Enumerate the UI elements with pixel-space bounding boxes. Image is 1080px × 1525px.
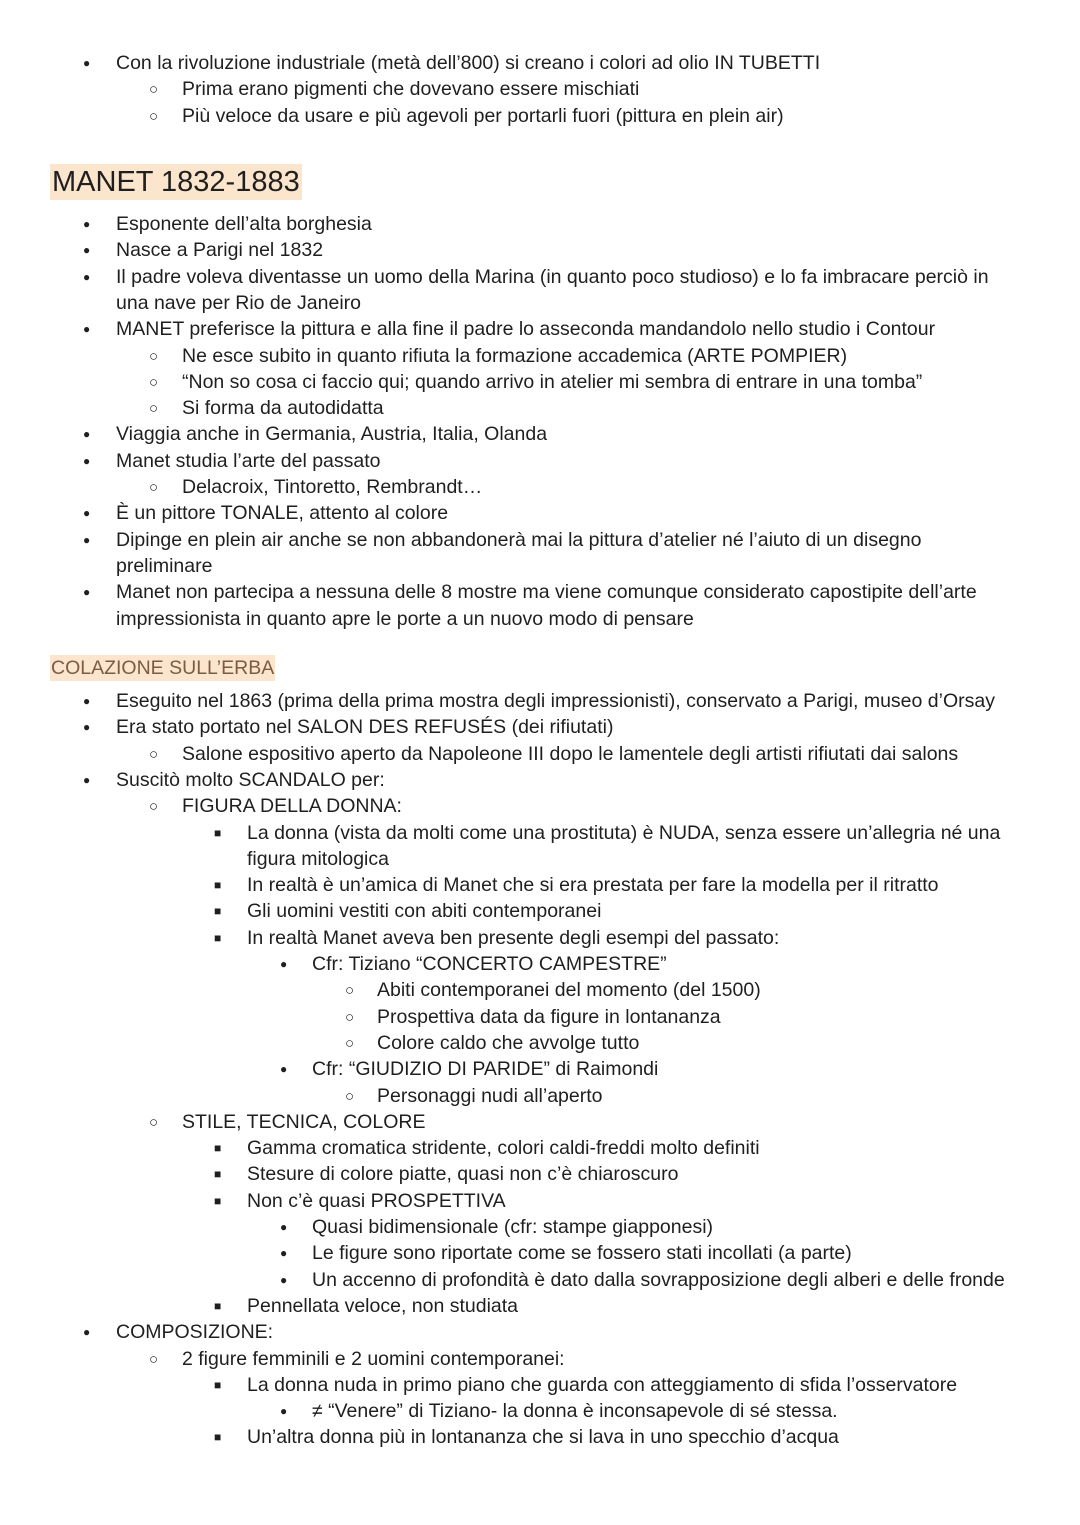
bullet-marker: [149, 76, 158, 104]
list-item-continuation: preliminare: [116, 554, 213, 577]
bullet-marker: [214, 872, 221, 900]
list-item: Manet non partecipa a nessuna delle 8 mostre ma viene comunque considerato capostipite dell’arte: [116, 581, 977, 604]
list-item-continuation: una nave per Rio de Janeiro: [116, 291, 361, 314]
list-item: Dipinge en plein air anche se non abbandonerà mai la pittura d’atelier né l’aiuto di un disegno: [116, 528, 922, 551]
bullet-marker: [214, 1372, 221, 1400]
bullet-marker: [149, 369, 158, 397]
bullet-marker: [83, 500, 90, 528]
list-item: In realtà Manet aveva ben presente degli esempi del passato:: [247, 926, 780, 949]
list-item: Le figure sono riportate come se fossero stati incollati (a parte): [312, 1242, 852, 1265]
list-item: In realtà è un’amica di Manet che si era prestata per fare la modella per il ritratto: [247, 874, 939, 897]
list-item: Stesure di colore piatte, quasi non c’è chiaroscuro: [247, 1163, 679, 1186]
list-item: Un’altra donna più in lontananza che si lava in uno specchio d’acqua: [247, 1426, 839, 1449]
bullet-marker: [345, 1030, 354, 1058]
list-item: Con la rivoluzione industriale (metà dell’800) si creano i colori ad olio IN TUBETTI: [116, 52, 821, 74]
list-item: Prima erano pigmenti che dovevano essere mischiati: [182, 78, 640, 101]
list-item: FIGURA DELLA DONNA:: [182, 795, 402, 818]
bullet-marker: [280, 1240, 287, 1268]
list-item: ≠ “Venere” di Tiziano- la donna è inconsapevole di sé stessa.: [312, 1400, 838, 1423]
bullet-marker: [149, 103, 158, 131]
bullet-marker: [149, 1109, 158, 1137]
bullet-marker: [83, 448, 90, 476]
list-item-continuation: figura mitologica: [247, 847, 389, 870]
bullet-marker: [280, 951, 287, 979]
list-item: Non c’è quasi PROSPETTIVA: [247, 1189, 506, 1212]
list-item: MANET preferisce la pittura e alla fine il padre lo asseconda mandandolo nello studio i Contour: [116, 318, 936, 341]
bullet-marker: [83, 211, 90, 239]
list-item: Delacroix, Tintoretto, Rembrandt…: [182, 476, 483, 498]
bullet-marker: [149, 741, 158, 769]
bullet-marker: [149, 1346, 158, 1374]
list-item: STILE, TECNICA, COLORE: [182, 1110, 426, 1133]
bullet-marker: [149, 793, 158, 821]
bullet-marker: [214, 925, 221, 953]
list-item: Nasce a Parigi nel 1832: [116, 239, 324, 262]
bullet-marker: [214, 1424, 221, 1452]
bullet-marker: [83, 579, 90, 607]
bullet-marker: [214, 1188, 221, 1216]
list-item: Cfr: Tiziano “CONCERTO CAMPESTRE”: [312, 953, 667, 975]
list-item: Pennellata veloce, non studiata: [247, 1294, 519, 1317]
bullet-marker: [83, 767, 90, 795]
list-item: Gamma cromatica stridente, colori caldi-freddi molto definiti: [247, 1137, 760, 1160]
list-item: La donna (vista da molti come una prostituta) è NUDA, senza essere un’allegria né una: [247, 821, 1001, 844]
list-item: Suscitò molto SCANDALO per:: [116, 768, 385, 791]
bullet-marker: [83, 688, 90, 716]
bullet-marker: [345, 977, 354, 1005]
list-item: Ne esce subito in quanto rifiuta la formazione accademica (ARTE POMPIER): [182, 344, 848, 367]
bullet-marker: [280, 1214, 287, 1242]
list-item: Colore caldo che avvolge tutto: [377, 1031, 640, 1054]
list-item: Più veloce da usare e più agevoli per portarli fuori (pittura en plein air): [182, 104, 784, 127]
bullet-marker: [83, 237, 90, 265]
list-item-continuation: impressionista in quanto apre le porte a un nuovo modo di pensare: [116, 607, 694, 630]
list-item: Abiti contemporanei del momento (del 1500): [377, 979, 761, 1002]
list-item: Esponente dell’alta borghesia: [116, 213, 372, 235]
bullet-marker: [83, 527, 90, 555]
bullet-marker: [214, 1135, 221, 1163]
bullet-marker: [149, 474, 158, 502]
list-item: Il padre voleva diventasse un uomo della Marina (in quanto poco studioso) e lo fa imbracare perciò in: [116, 265, 989, 288]
heading-manet: MANET 1832-1883: [52, 166, 300, 198]
list-item: Eseguito nel 1863 (prima della prima mostra degli impressionisti), conservato a Parigi, museo d’Orsay: [116, 690, 995, 712]
list-item: Gli uomini vestiti con abiti contemporanei: [247, 900, 602, 923]
list-item: Salone espositivo aperto da Napoleone III dopo le lamentele degli artisti rifiutati dai salons: [182, 742, 959, 765]
list-item: Un accenno di profondità è dato dalla sovrapposizione degli alberi e delle fronde: [312, 1268, 1005, 1291]
bullet-marker: [345, 1083, 354, 1111]
heading-colazione: COLAZIONE SULL’ERBA: [51, 657, 275, 679]
bullet-marker: [83, 316, 90, 344]
bullet-marker: [280, 1267, 287, 1295]
list-item: Viaggia anche in Germania, Austria, Italia, Olanda: [116, 423, 548, 446]
bullet-marker: [149, 343, 158, 371]
list-item: Prospettiva data da figure in lontananza: [377, 1005, 721, 1028]
bullet-marker: [214, 1293, 221, 1321]
list-item: La donna nuda in primo piano che guarda con atteggiamento di sfida l’osservatore: [247, 1373, 958, 1396]
bullet-marker: [280, 1056, 287, 1084]
list-item: Manet studia l’arte del passato: [116, 449, 381, 472]
list-item: Era stato portato nel SALON DES REFUSÉS (dei rifiutati): [116, 716, 614, 739]
list-item: Quasi bidimensionale (cfr: stampe giapponesi): [312, 1216, 714, 1238]
list-item: COMPOSIZIONE:: [116, 1321, 274, 1344]
bullet-marker: [214, 898, 221, 926]
bullet-marker: [345, 1004, 354, 1032]
list-item: Personaggi nudi all’aperto: [377, 1084, 603, 1107]
bullet-marker: [214, 820, 221, 848]
bullet-marker: [280, 1398, 287, 1426]
bullet-marker: [83, 50, 90, 78]
bullet-marker: [149, 395, 158, 423]
list-item: 2 figure femminili e 2 uomini contemporanei:: [182, 1347, 565, 1370]
bullet-marker: [83, 714, 90, 742]
list-item: Cfr: “GIUDIZIO DI PARIDE” di Raimondi: [312, 1058, 659, 1081]
list-item: “Non so cosa ci faccio qui; quando arrivo in atelier mi sembra di entrare in una tomba”: [182, 370, 923, 393]
bullet-marker: [83, 1319, 90, 1347]
list-item: Si forma da autodidatta: [182, 397, 384, 420]
bullet-marker: [214, 1161, 221, 1189]
list-item: È un pittore TONALE, attento al colore: [116, 502, 449, 525]
bullet-marker: [83, 421, 90, 449]
bullet-marker: [83, 264, 90, 292]
